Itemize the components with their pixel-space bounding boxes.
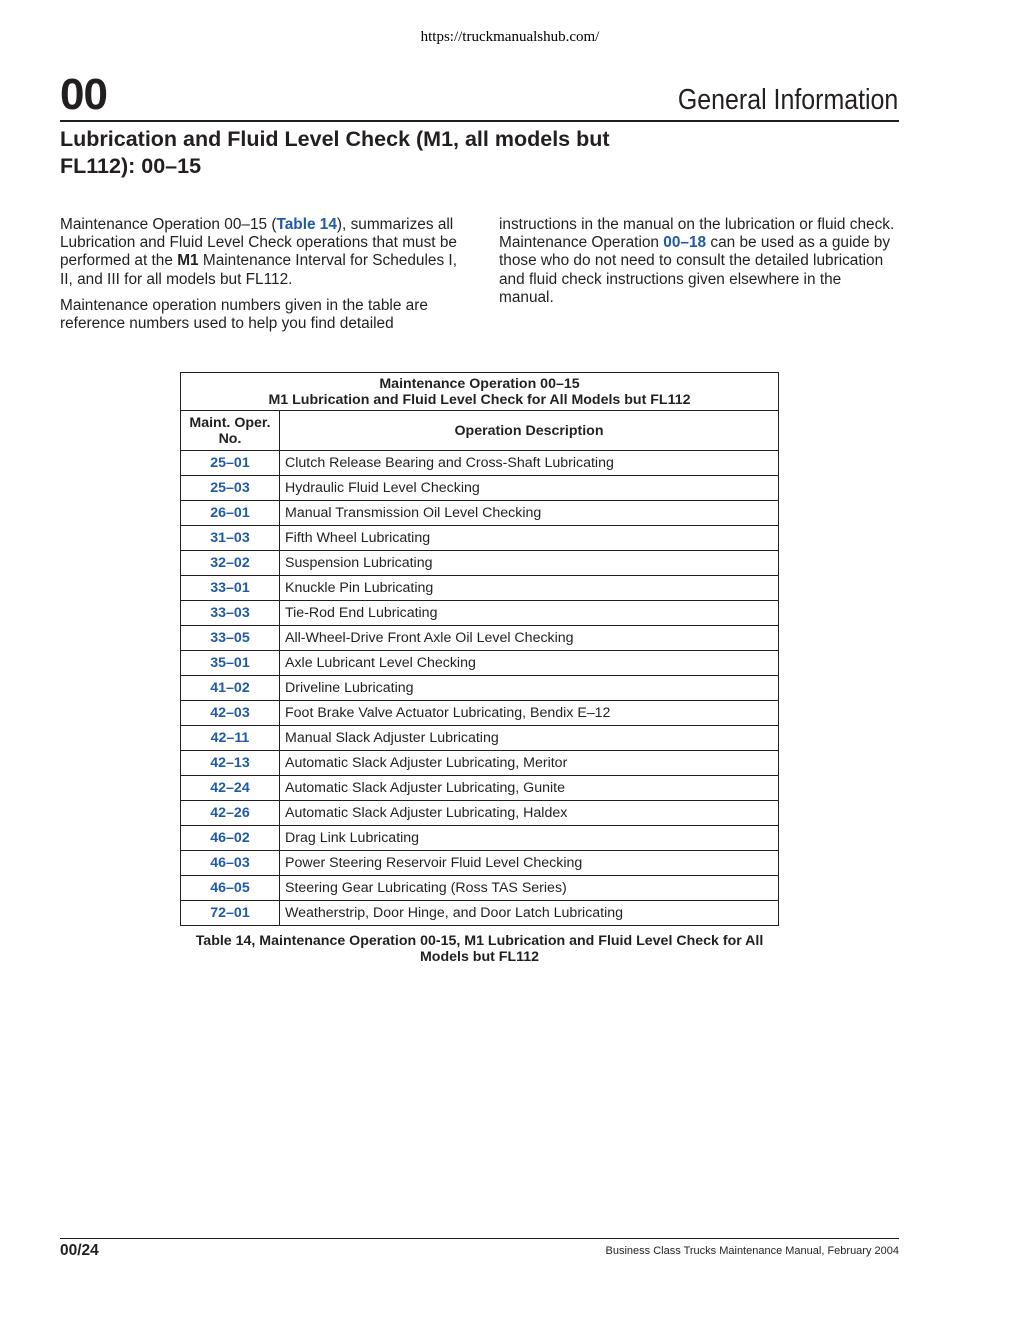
operation-number-link[interactable]: 33–01 bbox=[181, 576, 280, 601]
operation-description: Manual Slack Adjuster Lubricating bbox=[280, 726, 779, 751]
operation-number-link[interactable]: 25–01 bbox=[181, 451, 280, 476]
intro-text: ), summarizes all Lubrication and Fluid Level Check operations that must be performed at the bbox=[60, 216, 457, 270]
section-title: General Information bbox=[677, 84, 898, 116]
col-header-oper-no: Maint. Oper. No. bbox=[181, 411, 280, 451]
operation-description: Power Steering Reservoir Fluid Level Checking bbox=[280, 851, 779, 876]
operation-number-link[interactable]: 41–02 bbox=[181, 676, 280, 701]
intro-left-column bbox=[60, 216, 460, 341]
section-number: 00 bbox=[60, 70, 107, 119]
operation-number-link[interactable]: 33–03 bbox=[181, 601, 280, 626]
table-title bbox=[181, 373, 779, 411]
operation-description: Automatic Slack Adjuster Lubricating, Gunite bbox=[280, 776, 779, 801]
table-row bbox=[181, 801, 779, 826]
table-row bbox=[181, 626, 779, 651]
operation-number-link[interactable]: 42–26 bbox=[181, 801, 280, 826]
operation-number-link[interactable]: 33–05 bbox=[181, 626, 280, 651]
table-caption: Table 14, Maintenance Operation 00-15, M1 Lubrication and Fluid Level Check for All Models but FL112 bbox=[195, 933, 764, 965]
col-header-description: Operation Description bbox=[280, 411, 779, 451]
operation-description: Axle Lubricant Level Checking bbox=[280, 651, 779, 676]
operation-number-link[interactable]: 25–03 bbox=[181, 476, 280, 501]
operation-description: Tie-Rod End Lubricating bbox=[280, 601, 779, 626]
table-row bbox=[181, 501, 779, 526]
operation-description: Driveline Lubricating bbox=[280, 676, 779, 701]
table-row bbox=[181, 551, 779, 576]
table-row bbox=[181, 876, 779, 901]
operation-number-link[interactable]: 42–24 bbox=[181, 776, 280, 801]
table-row bbox=[181, 576, 779, 601]
operation-number-link[interactable]: 26–01 bbox=[181, 501, 280, 526]
table-row bbox=[181, 451, 779, 476]
operation-number-link[interactable]: 42–11 bbox=[181, 726, 280, 751]
intro-text: Maintenance Interval for Schedules I, II, and III for all models but FL112. bbox=[60, 252, 457, 288]
manual-title: Business Class Trucks Maintenance Manual, February 2004 bbox=[605, 1245, 899, 1257]
operation-number-link[interactable]: 42–13 bbox=[181, 751, 280, 776]
table-row bbox=[181, 776, 779, 801]
operation-description: Knuckle Pin Lubricating bbox=[280, 576, 779, 601]
table-title-line-2: M1 Lubrication and Fluid Level Check for All Models but FL112 bbox=[268, 391, 691, 408]
table-14-link[interactable]: Table 14 bbox=[276, 216, 337, 233]
table-row bbox=[181, 751, 779, 776]
table-title-line-1: Maintenance Operation 00–15 bbox=[379, 375, 580, 392]
operation-number-link[interactable]: 31–03 bbox=[181, 526, 280, 551]
operation-description: Steering Gear Lubricating (Ross TAS Series) bbox=[280, 876, 779, 901]
op-00-18-link[interactable]: 00–18 bbox=[663, 234, 707, 252]
table-row bbox=[181, 701, 779, 726]
footer-rule bbox=[60, 1238, 899, 1239]
operation-number-link[interactable]: 46–05 bbox=[181, 876, 280, 901]
table-row bbox=[181, 826, 779, 851]
table-header-row bbox=[181, 411, 779, 451]
operation-number-link[interactable]: 46–03 bbox=[181, 851, 280, 876]
intro-text: Maintenance Operation 00–15 ( bbox=[60, 216, 277, 233]
maintenance-operations-table bbox=[180, 372, 779, 926]
operation-number-link[interactable]: 46–02 bbox=[181, 826, 280, 851]
table-row bbox=[181, 901, 779, 926]
table-title-row bbox=[181, 373, 779, 411]
operation-description: Foot Brake Valve Actuator Lubricating, Bendix E–12 bbox=[280, 701, 779, 726]
table-row bbox=[181, 476, 779, 501]
source-url: https://truckmanualshub.com/ bbox=[420, 29, 600, 45]
operation-number-link[interactable]: 42–03 bbox=[181, 701, 280, 726]
intro-text: instructions in the manual on the lubrication or fluid check. Maintenance Operation bbox=[499, 216, 895, 252]
table-row bbox=[181, 601, 779, 626]
table-row bbox=[181, 851, 779, 876]
table-row bbox=[181, 651, 779, 676]
page-heading: Lubrication and Fluid Level Check (M1, all models but FL112): 00–15 bbox=[60, 127, 610, 178]
operation-description: Suspension Lubricating bbox=[280, 551, 779, 576]
operation-description: Hydraulic Fluid Level Checking bbox=[280, 476, 779, 501]
operation-description: Manual Transmission Oil Level Checking bbox=[280, 501, 779, 526]
page-number: 00/24 bbox=[60, 1242, 99, 1259]
table-body bbox=[181, 451, 779, 926]
intro-paragraph-1 bbox=[60, 216, 460, 289]
table-row bbox=[181, 676, 779, 701]
intro-paragraph-2 bbox=[60, 297, 460, 333]
operation-number-link[interactable]: 72–01 bbox=[181, 901, 280, 926]
operation-description: Automatic Slack Adjuster Lubricating, Haldex bbox=[280, 801, 779, 826]
operation-description: Clutch Release Bearing and Cross-Shaft Lubricating bbox=[280, 451, 779, 476]
intro-right-column bbox=[499, 216, 899, 315]
intro-text: can be used as a guide by those who do not need to consult the detailed lubrication and fluid check instructions given elsewhere in the manual. bbox=[499, 234, 891, 306]
operation-number-link[interactable]: 32–02 bbox=[181, 551, 280, 576]
operation-description: Drag Link Lubricating bbox=[280, 826, 779, 851]
table-row bbox=[181, 526, 779, 551]
intro-text: Maintenance operation numbers given in the table are reference numbers used to help you find detailed bbox=[60, 296, 428, 333]
operation-description: Fifth Wheel Lubricating bbox=[280, 526, 779, 551]
m1-term: M1 bbox=[177, 252, 199, 270]
intro-paragraph-2-cont bbox=[499, 216, 899, 307]
operation-number-link[interactable]: 35–01 bbox=[181, 651, 280, 676]
operation-description: All-Wheel-Drive Front Axle Oil Level Checking bbox=[280, 626, 779, 651]
header-rule bbox=[60, 120, 899, 122]
table-row bbox=[181, 726, 779, 751]
operation-description: Automatic Slack Adjuster Lubricating, Meritor bbox=[280, 751, 779, 776]
operation-description: Weatherstrip, Door Hinge, and Door Latch Lubricating bbox=[280, 901, 779, 926]
